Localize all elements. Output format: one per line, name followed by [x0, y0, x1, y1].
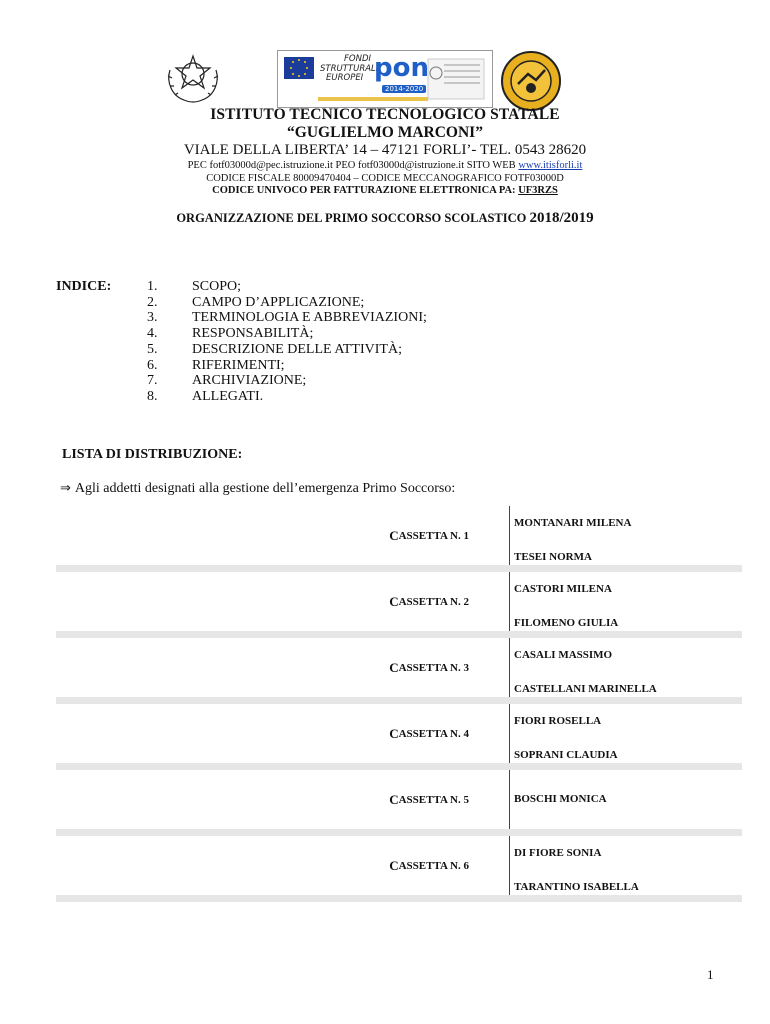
kit-label-initial: C	[389, 725, 399, 741]
unique-code-value: UF3RZS	[518, 185, 558, 196]
index-item-number: 5.	[147, 341, 158, 357]
index-item-text: TERMINOLOGIA E ABBREVIAZIONI;	[192, 310, 427, 326]
school-name: ISTITUTO TECNICO TECNOLOGICO STATALE	[210, 106, 560, 123]
assignee-name: TESEI NORMA	[514, 551, 592, 563]
kit-label	[389, 770, 469, 829]
row-separator	[56, 895, 742, 902]
assignee-name: CASTORI MILENA	[514, 583, 612, 595]
kit-label-initial: C	[389, 593, 399, 609]
document-title	[0, 210, 770, 227]
assignee-name: SOPRANI CLAUDIA	[514, 749, 618, 761]
unique-code-label: CODICE UNIVOCO PER FATTURAZIONE ELETTRONICA PA:	[212, 185, 516, 196]
italian-republic-emblem-icon	[162, 50, 224, 106]
kit-label-rest: ASSETTA N. 5	[398, 793, 469, 806]
kit-assignees	[514, 704, 742, 763]
kit-assignees	[514, 506, 742, 565]
index-item-text: ARCHIVIAZIONE;	[192, 373, 307, 389]
index-list	[147, 279, 427, 405]
kit-label-rest: ASSETTA N. 6	[398, 859, 469, 872]
index-item-number: 4.	[147, 326, 158, 342]
index-item	[147, 342, 427, 358]
index-item	[147, 358, 427, 374]
assignee-name: CASTELLANI MARINELLA	[514, 683, 657, 695]
kit-label	[389, 506, 469, 565]
document-title-text: ORGANIZZAZIONE DEL PRIMO SOCCORSO SCOLASTICO	[176, 211, 527, 225]
fiscal-code-line: CODICE FISCALE 80009470404 – CODICE MECCANOGRAFICO FOTF03000D	[206, 173, 564, 184]
index-item	[147, 389, 427, 405]
banner-line-3: EUROPEI	[326, 73, 364, 83]
assignee-name: DI FIORE SONIA	[514, 847, 602, 859]
kit-label-rest: ASSETTA N. 4	[398, 727, 469, 740]
kit-assignees	[514, 638, 742, 697]
index-item-number: 1.	[147, 279, 158, 294]
kit-label-rest: ASSETTA N. 1	[398, 529, 469, 542]
table-row	[56, 836, 742, 895]
table-row	[56, 506, 742, 565]
index-item-number: 2.	[147, 294, 158, 310]
assignee-name: BOSCHI MONICA	[514, 793, 607, 805]
kit-label-initial: C	[389, 659, 399, 675]
index-item-text: ALLEGATI.	[192, 388, 264, 404]
index-item-text: SCOPO;	[192, 279, 242, 294]
column-divider	[509, 770, 510, 829]
page-number: 1	[707, 967, 714, 982]
index-item-text: CAMPO D’APPLICAZIONE;	[192, 294, 365, 310]
assignee-name: CASALI MASSIMO	[514, 649, 613, 661]
table-row	[56, 704, 742, 763]
index-label: INDICE:	[56, 279, 112, 294]
index-item	[147, 310, 427, 326]
first-aid-kit-table	[56, 506, 742, 902]
column-divider	[509, 836, 510, 895]
table-row	[56, 572, 742, 631]
school-seal-icon	[498, 50, 564, 112]
column-divider	[509, 572, 510, 631]
kit-label	[389, 836, 469, 895]
document-year: 2018/2019	[529, 210, 594, 226]
index-item	[147, 295, 427, 311]
kit-label-rest: ASSETTA N. 3	[398, 661, 469, 674]
pec-peo-text: PEC fotf03000d@pec.istruzione.it PEO fotf03000d@istruzione.it SITO WEB	[187, 160, 516, 171]
column-divider	[509, 638, 510, 697]
index-item-text: RIFERIMENTI;	[192, 357, 285, 373]
row-separator	[56, 829, 742, 836]
index-item	[147, 373, 427, 389]
school-name-marconi: “GUGLIELMO MARCONI”	[287, 124, 483, 141]
kit-label	[389, 704, 469, 763]
kit-label-initial: C	[389, 791, 399, 807]
column-divider	[509, 704, 510, 763]
table-row	[56, 770, 742, 829]
banner-line-1: FONDI	[344, 54, 371, 64]
banner-pon-text: pon	[374, 53, 429, 83]
row-separator	[56, 697, 742, 704]
school-address: VIALE DELLA LIBERTA’ 14 – 47121 FORLI’- TEL. 0543 28620	[183, 142, 587, 158]
kit-assignees	[514, 836, 742, 895]
row-separator	[56, 631, 742, 638]
assignee-name: FILOMENO GIULIA	[514, 617, 619, 629]
unique-code-line	[0, 185, 770, 196]
banner-years: 2014-2020	[382, 85, 426, 93]
kit-label-initial: C	[389, 857, 399, 873]
kit-assignees	[514, 572, 742, 631]
distribution-intro-text: Agli addetti designati alla gestione dell’emergenza Primo Soccorso:	[74, 481, 456, 496]
banner-line-2: STRUTTURALI	[320, 63, 379, 74]
kit-label-rest: ASSETTA N. 2	[398, 595, 469, 608]
pon-funding-banner	[277, 50, 493, 108]
index-item	[147, 326, 427, 342]
double-arrow-right-icon: ⇒	[60, 481, 71, 496]
kit-label	[389, 572, 469, 631]
kit-assignees	[514, 770, 742, 829]
row-separator	[56, 763, 742, 770]
assignee-name: FIORI ROSELLA	[514, 715, 602, 727]
index-item-text: RESPONSABILITÀ;	[192, 326, 314, 342]
kit-label	[389, 638, 469, 697]
distribution-list-label: LISTA DI DISTRIBUZIONE:	[62, 447, 243, 462]
kit-label-initial: C	[389, 527, 399, 543]
index-item-number: 6.	[147, 357, 158, 373]
table-row	[56, 638, 742, 697]
index-item-number: 8.	[147, 388, 158, 404]
assignee-name: TARANTINO ISABELLA	[514, 881, 639, 893]
contact-line	[0, 160, 770, 171]
index-item-number: 7.	[147, 373, 158, 389]
distribution-intro	[60, 481, 455, 497]
assignee-name: MONTANARI MILENA	[514, 517, 632, 529]
index-item	[147, 279, 427, 295]
row-separator	[56, 565, 742, 572]
index-item-number: 3.	[147, 310, 158, 326]
index-item-text: DESCRIZIONE DELLE ATTIVITÀ;	[192, 341, 402, 357]
column-divider	[509, 506, 510, 565]
website-link[interactable]: www.itisforli.it	[518, 160, 583, 171]
